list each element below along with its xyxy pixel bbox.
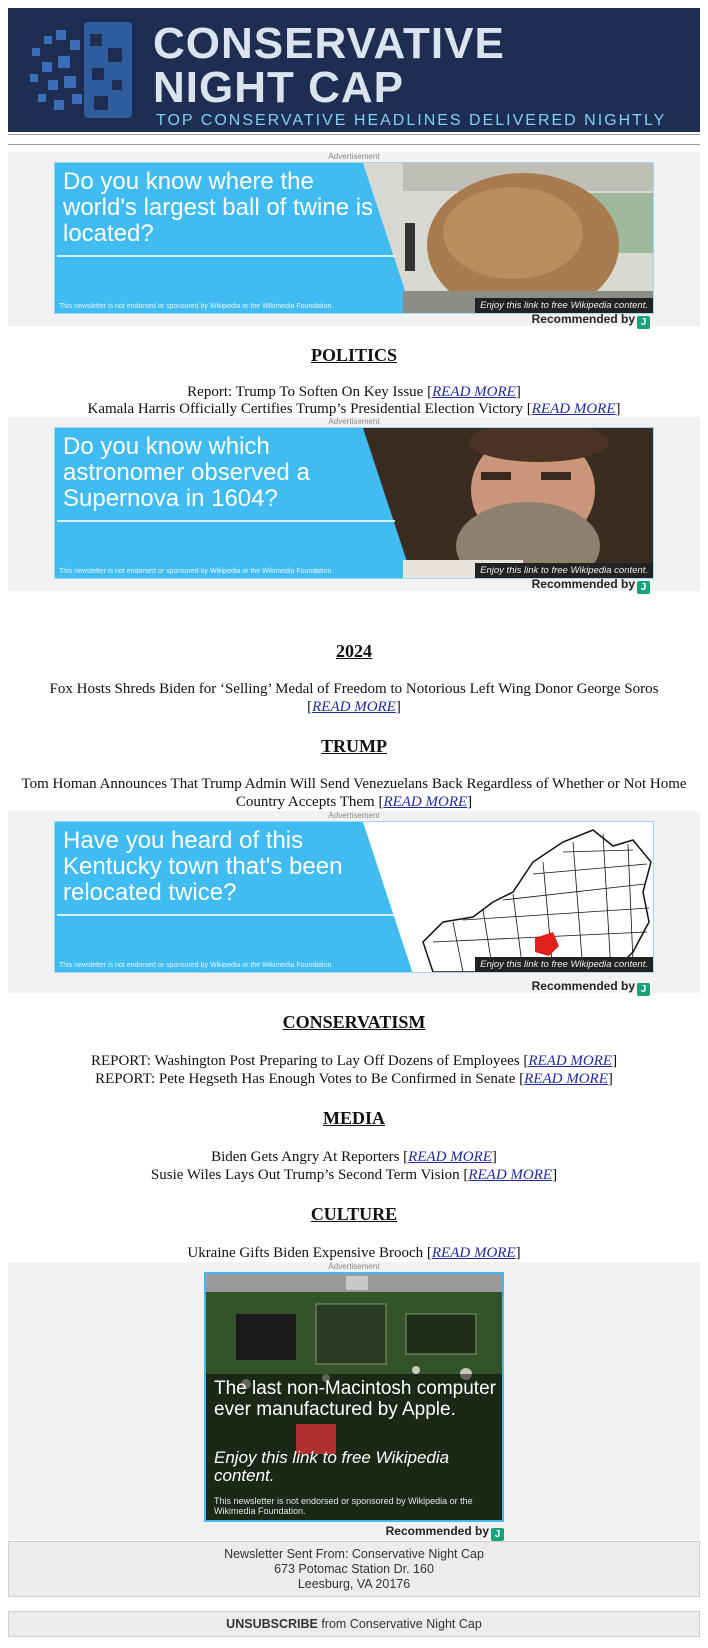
headline-row: Report: Trump To Soften On Key Issue [READ MORE] bbox=[187, 384, 521, 400]
recommended-by-label: Recommended by bbox=[531, 312, 635, 326]
unsubscribe-link[interactable]: UNSUBSCRIBE bbox=[226, 1617, 318, 1631]
headline-row: Kamala Harris Officially Certifies Trump’s Presidential Election Victory [READ MORE] bbox=[87, 401, 621, 417]
read-more-link[interactable]: READ MORE bbox=[408, 1149, 492, 1165]
read-more-link[interactable]: READ MORE bbox=[528, 1053, 613, 1069]
footer-address-line1: 673 Potomac Station Dr. 160 bbox=[274, 1562, 434, 1576]
ad-label: Advertisement bbox=[328, 152, 380, 161]
recommended-by-label: Recommended by bbox=[531, 577, 635, 591]
header-banner[interactable] bbox=[8, 8, 700, 132]
headline-text: REPORT: Pete Hegseth Has Enough Votes to Be Confirmed in Senate bbox=[95, 1071, 516, 1087]
read-more-link[interactable]: READ MORE bbox=[383, 794, 468, 810]
recommended-by-label: Recommended by bbox=[531, 979, 635, 993]
headline-row: REPORT: Pete Hegseth Has Enough Votes to Be Confirmed in Senate [READ MORE] bbox=[95, 1071, 613, 1087]
ad-banner-astronomer[interactable] bbox=[54, 427, 654, 579]
ad-rule bbox=[57, 520, 395, 522]
headline-row: Susie Wiles Lays Out Trump’s Second Term Vision [READ MORE] bbox=[150, 1167, 558, 1183]
headline-text: Kamala Harris Officially Certifies Trump’s Presidential Election Victory bbox=[87, 401, 524, 417]
ad-enjoy-caption: Enjoy this link to free Wikipedia content. bbox=[475, 563, 653, 578]
recommended-by-label: Recommended by bbox=[385, 1524, 489, 1538]
headline-text: Fox Hosts Shreds Biden for ‘Selling’ Medal of Freedom to Notorious Left Wing Donor George Soros bbox=[49, 681, 659, 697]
ad-banner-apple-computer[interactable] bbox=[204, 1272, 504, 1522]
headline-text: Ukraine Gifts Biden Expensive Brooch bbox=[187, 1245, 424, 1261]
ad-question: Do you know which astronomer observed a Supernova in 1604? bbox=[63, 433, 310, 512]
footer-address bbox=[8, 1541, 700, 1597]
read-more-link[interactable]: READ MORE bbox=[431, 1245, 516, 1261]
ad-label: Advertisement bbox=[328, 417, 380, 426]
divider bbox=[8, 134, 700, 135]
ad-enjoy-caption: Enjoy this link to free Wikipedia content. bbox=[214, 1448, 450, 1485]
headline-text: Susie Wiles Lays Out Trump’s Second Term Vision bbox=[150, 1167, 460, 1183]
headline-row: REPORT: Washington Post Preparing to Lay Off Dozens of Employees [READ MORE] bbox=[90, 1053, 618, 1069]
footer-sent-from: Newsletter Sent From: Conservative Night Cap bbox=[224, 1547, 484, 1561]
unsubscribe-text: from Conservative Night Cap bbox=[317, 1617, 482, 1631]
ad-block bbox=[8, 1262, 700, 1540]
headline-row: Fox Hosts Shreds Biden for ‘Selling’ Medal of Freedom to Notorious Left Wing Donor George Soros [READ MORE] bbox=[49, 681, 659, 715]
ad-enjoy-caption: Enjoy this link to free Wikipedia content. bbox=[475, 957, 653, 972]
ad-banner-twine[interactable] bbox=[54, 162, 654, 314]
ad-disclaimer: This newsletter is not endorsed or sponsored by Wikipedia or the Wikimedia Foundation. bbox=[214, 1496, 473, 1516]
newsletter-title-line1: CONSERVATIVE bbox=[153, 19, 505, 68]
headline-row: Ukraine Gifts Biden Expensive Brooch [READ MORE] bbox=[187, 1245, 521, 1261]
newsletter-title-line2: NIGHT CAP bbox=[153, 63, 404, 112]
recommended-by[interactable] bbox=[532, 312, 650, 329]
newsletter-tagline: TOP CONSERVATIVE HEADLINES DELIVERED NIGHTLY bbox=[156, 112, 667, 129]
jeeng-logo-icon: J bbox=[637, 316, 650, 329]
jeeng-logo-icon: J bbox=[491, 1528, 504, 1541]
footer-address-line2: Leesburg, VA 20176 bbox=[297, 1577, 411, 1591]
ad-enjoy-caption: Enjoy this link to free Wikipedia content. bbox=[475, 298, 653, 313]
read-more-link[interactable]: READ MORE bbox=[312, 699, 396, 715]
ad-label: Advertisement bbox=[328, 1262, 380, 1271]
jeeng-logo-icon: J bbox=[637, 581, 650, 594]
headline-row: Biden Gets Angry At Reporters [READ MORE] bbox=[211, 1149, 497, 1165]
ad-block bbox=[8, 152, 700, 326]
ad-disclaimer: This newsletter is not endorsed or sponsored by Wikipedia or the Wikimedia Foundation. bbox=[59, 303, 334, 310]
headline-text: Biden Gets Angry At Reporters bbox=[211, 1149, 400, 1165]
recommended-by[interactable] bbox=[386, 1524, 504, 1541]
section-heading-2024: 2024 bbox=[336, 641, 372, 661]
headline-row: Tom Homan Announces That Trump Admin Will Send Venezuelans Back Regardless of Whether or Not Home Country Accepts Them [READ MORE] bbox=[21, 776, 687, 810]
ad-rule bbox=[57, 914, 395, 916]
ad-disclaimer: This newsletter is not endorsed or sponsored by Wikipedia or the Wikimedia Foundation. bbox=[59, 962, 334, 969]
jeeng-logo-icon: J bbox=[637, 983, 650, 996]
ad-block bbox=[8, 811, 700, 993]
ad-banner-kentucky[interactable] bbox=[54, 821, 654, 973]
headline-text: REPORT: Washington Post Preparing to Lay Off Dozens of Employees bbox=[90, 1053, 520, 1069]
section-heading-media: MEDIA bbox=[323, 1108, 385, 1128]
recommended-by[interactable] bbox=[532, 979, 650, 996]
ad-question: Have you heard of this Kentucky town that's been relocated twice? bbox=[63, 827, 343, 906]
ad-block bbox=[8, 417, 700, 591]
ad-disclaimer: This newsletter is not endorsed or sponsored by Wikipedia or the Wikimedia Foundation. bbox=[59, 568, 334, 575]
pixel-logo-icon bbox=[24, 20, 134, 120]
ad-question: The last non-Macintosh computer ever manufactured by Apple. bbox=[214, 1378, 496, 1420]
section-heading-conservatism: CONSERVATISM bbox=[282, 1012, 426, 1032]
astronomer-portrait-image bbox=[363, 428, 654, 579]
read-more-link[interactable]: READ MORE bbox=[524, 1071, 608, 1087]
headline-text: Tom Homan Announces That Trump Admin Will Send Venezuelans Back Regardless of Whether or Not Home Country Accepts Them bbox=[21, 776, 687, 810]
kentucky-map-image bbox=[363, 822, 654, 973]
read-more-link[interactable]: READ MORE bbox=[432, 384, 516, 400]
section-heading-politics: POLITICS bbox=[310, 345, 398, 365]
read-more-link[interactable]: READ MORE bbox=[468, 1167, 553, 1183]
divider bbox=[8, 144, 700, 145]
section-heading-culture: CULTURE bbox=[310, 1204, 398, 1224]
read-more-link[interactable]: READ MORE bbox=[531, 401, 616, 417]
footer-unsubscribe bbox=[8, 1611, 700, 1637]
section-heading-trump: TRUMP bbox=[321, 736, 387, 756]
ad-rule bbox=[57, 255, 395, 257]
ball-of-twine-image bbox=[363, 163, 654, 314]
recommended-by[interactable] bbox=[532, 577, 650, 594]
ad-question: Do you know where the world's largest ball of twine is located? bbox=[63, 168, 374, 247]
ad-label: Advertisement bbox=[328, 811, 380, 820]
headline-text: Report: Trump To Soften On Key Issue bbox=[187, 384, 424, 400]
